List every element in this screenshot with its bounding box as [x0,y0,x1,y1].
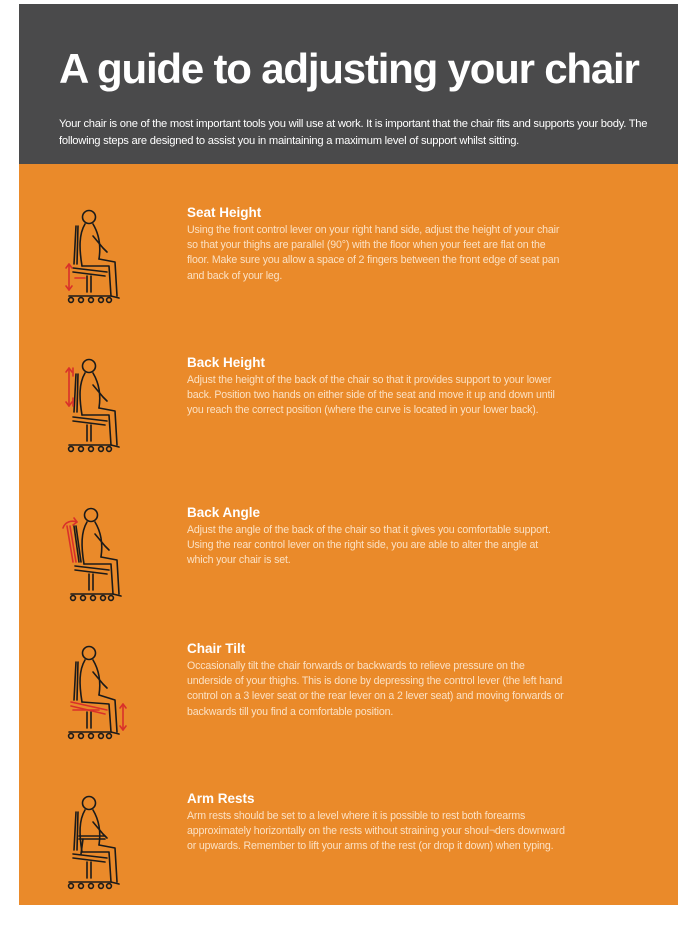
back-height-icon [59,354,129,459]
step-description: Occasionally tilt the chair forwards or backwards to relieve pressure on the underside of your thighs. This is done by depressing the control lever (the left hand control on a 3 lever seat or the rear lever on a 2 lever seat) and moving forwards or backwards till you find a comfortable position. [187,660,564,718]
step-back-angle [19,504,678,634]
step-title: Back Height [187,355,266,370]
step-back-height [19,354,678,484]
page-title: A guide to adjusting your chair [59,45,639,92]
step-description: Adjust the height of the back of the chair so that it provides support to your lower back. Position two hands on either side of the seat and move it up and down until you reach the correct position (where the curve is located in your lower back). [187,374,555,417]
back-angle-icon [59,504,129,609]
steps-panel [19,164,678,905]
step-description: Using the front control lever on your right hand side, adjust the height of your chair so that your thighs are parallel (90°) with the floor when your feet are flat on the floor. Make sure you allow a space of 2 fingers between the front edge of seat pan and back of your leg. [187,224,560,282]
step-arm-rests [19,790,678,920]
header-banner [19,4,678,164]
seat-height-icon [59,204,129,309]
step-title: Seat Height [187,205,262,220]
step-description: Arm rests should be set to a level where it is possible to rest both forearms approximately horizontally on the rests without straining your shoul¬ders downward or upwards. Remember to lift your arms of the rest (or drop it down) when typing. [187,810,565,853]
arm-rests-icon [59,790,129,895]
step-title: Arm Rests [187,791,255,806]
step-title: Back Angle [187,505,261,520]
step-description: Adjust the angle of the back of the chair so that it gives you comfortable support. Using the rear control lever on the right side, you are able to alter the angle at which your chair is set. [187,524,551,567]
step-title: Chair Tilt [187,641,246,656]
step-seat-height [19,204,678,334]
chair-tilt-icon [59,640,129,745]
intro-text: Your chair is one of the most important tools you will use at work. It is important that the chair fits and supports your body. The following steps are designed to assist you in maintaining a maximum level of support whilst sitting. [59,118,648,147]
step-chair-tilt [19,640,678,770]
